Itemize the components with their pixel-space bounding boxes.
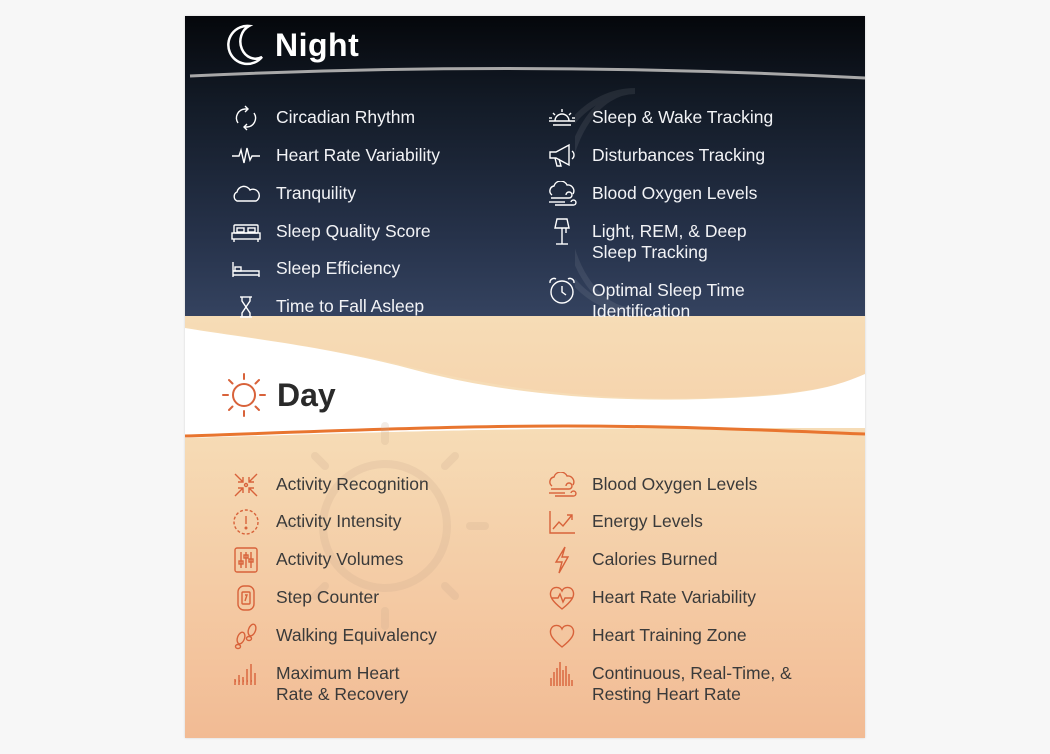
feature-label: Heart Rate Variability: [276, 145, 441, 165]
night-feature-item: [547, 218, 747, 263]
heart-pulse-icon: [547, 584, 577, 612]
feature-label: Walking Equivalency: [276, 625, 437, 645]
feature-label: Maximum Heart Rate & Recovery: [276, 663, 409, 704]
night-feature-item: [231, 218, 431, 246]
day-feature-item: [547, 471, 757, 499]
cloud-icon: [231, 180, 261, 208]
day-feature-item: [231, 546, 403, 574]
day-feature-item: [547, 508, 703, 536]
day-feature-item: [547, 622, 747, 650]
day-feature-item: [547, 660, 792, 705]
infographic-card: [185, 16, 865, 738]
heart-outline-icon: [547, 622, 577, 650]
night-feature-item: [547, 277, 745, 322]
feature-label: Sleep & Wake Tracking: [592, 107, 774, 127]
day-feature-item: [231, 622, 437, 650]
day-feature-item: [231, 471, 429, 499]
night-feature-item: [231, 104, 415, 132]
night-feature-item: [547, 104, 773, 132]
night-feature-item: [547, 180, 757, 208]
feature-label: Blood Oxygen Levels: [592, 474, 758, 494]
cycle-arrows-icon: [231, 104, 261, 132]
day-header: [221, 371, 336, 419]
feature-label: Light, REM, & Deep Sleep Tracking: [592, 221, 747, 262]
lamp-icon: [547, 218, 577, 246]
feature-label: Activity Volumes: [276, 549, 404, 569]
feature-label: Energy Levels: [592, 511, 703, 531]
feature-label: Activity Intensity: [276, 511, 402, 531]
trend-chart-icon: [547, 508, 577, 536]
waveform-bars-icon: [547, 660, 577, 688]
megaphone-icon: [547, 142, 577, 170]
wristband-icon: [231, 584, 261, 612]
alarm-clock-icon: [547, 277, 577, 305]
feature-label: Sleep Quality Score: [276, 221, 431, 241]
feature-label: Blood Oxygen Levels: [592, 183, 758, 203]
feature-label: Step Counter: [276, 587, 380, 607]
night-feature-item: [547, 142, 765, 170]
day-feature-item: [547, 546, 717, 574]
feature-label: Optimal Sleep Time Identification: [592, 280, 745, 321]
feature-label: Time to Fall Asleep: [276, 296, 425, 316]
feature-label: Heart Rate Variability: [592, 587, 757, 607]
feature-label: Calories Burned: [592, 549, 718, 569]
day-feature-item: [547, 584, 756, 612]
bar-levels-icon: [231, 660, 261, 688]
night-feature-item: [231, 293, 424, 321]
cloud-wind-icon: [547, 180, 577, 208]
heartbeat-line-icon: [231, 142, 261, 170]
feature-label: Activity Recognition: [276, 474, 429, 494]
lightning-icon: [547, 546, 577, 574]
night-feature-item: [231, 180, 356, 208]
night-feature-item: [231, 142, 440, 170]
feature-label: Tranquility: [276, 183, 357, 203]
sun-icon: [221, 372, 267, 418]
night-title: Night: [275, 26, 360, 63]
sliders-icon: [231, 546, 261, 574]
double-bed-icon: [231, 218, 261, 246]
night-feature-item: [231, 255, 400, 283]
feature-label: Sleep Efficiency: [276, 258, 401, 278]
day-feature-item: [231, 660, 408, 705]
feature-label: Heart Training Zone: [592, 625, 747, 645]
intensity-badge-icon: [231, 508, 261, 536]
compress-arrows-icon: [231, 471, 261, 499]
single-bed-icon: [231, 255, 261, 283]
night-header: [225, 20, 359, 70]
feature-label: Circadian Rhythm: [276, 107, 416, 127]
cloud-wind-icon: [547, 471, 577, 499]
day-title: Day: [277, 376, 336, 413]
footprints-icon: [231, 622, 261, 650]
crescent-moon-icon: [225, 23, 265, 67]
day-feature-item: [231, 508, 401, 536]
feature-label: Disturbances Tracking: [592, 145, 766, 165]
feature-label: Continuous, Real-Time, & Resting Heart Rate: [592, 663, 792, 704]
day-feature-item: [231, 584, 379, 612]
sunrise-icon: [547, 104, 577, 132]
hourglass-icon: [231, 293, 261, 321]
